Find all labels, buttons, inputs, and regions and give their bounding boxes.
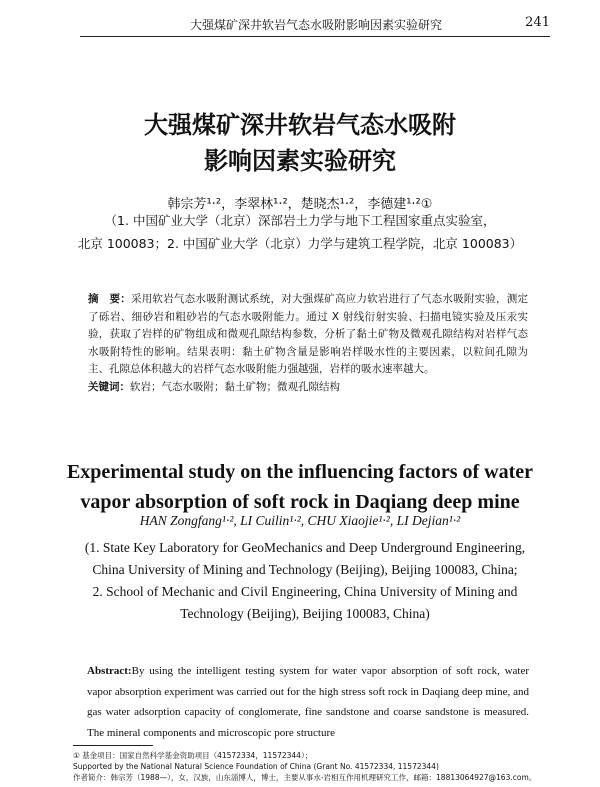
english-title-line-1: Experimental study on the influencing factors of water <box>66 461 534 483</box>
chinese-abstract <box>88 291 528 397</box>
english-affiliation-line-3: 2. School of Mechanic and Civil Engineering, China University of Mining and <box>92 584 518 599</box>
footnote-author-bio: 作者简介：韩宗芳（1988—），女，汉族，山东淄博人，博士，主要从事水-岩相互作用机理研究工作，邮箱：18813064927@163.com。 <box>73 773 537 782</box>
english-affiliations <box>50 537 560 625</box>
footnote-fund-english: Supported by the National Natural Science Foundation of China (Grant No. 41572334, 11572344) <box>73 762 439 771</box>
chinese-authors: 韩宗芳¹·²，李翠林¹·²，楚晓杰¹·²，李德建¹·²① <box>167 197 433 212</box>
english-authors: HAN Zongfang¹·², LI Cuilin¹·², CHU Xiaojie¹·², LI Dejian¹·² <box>139 513 461 528</box>
english-title-line-2: vapor absorption of soft rock in Daqiang deep mine <box>80 491 520 513</box>
footnote-divider <box>73 745 153 746</box>
chinese-affiliation-line-1: （1. 中国矿业大学（北京）深部岩土力学与地下工程国家重点实验室， <box>104 213 496 228</box>
footnotes <box>73 750 553 783</box>
chinese-keywords <box>88 379 528 397</box>
english-abstract-text: By using the intelligent testing system for water vapor absorption of soft rock, water vapor absorption experiment was carried out for the high stress soft rock in Daqiang deep mine, and gas water adsorption capacity of conglomerate, fine sandstone and coarse sandstone is measured. The mineral components and microscopic pore structure <box>87 665 529 739</box>
english-affiliation-line-1: (1. State Key Laboratory for GeoMechanics and Deep Underground Engineering, <box>84 540 526 555</box>
chinese-title-line-1: 大强煤矿深井软岩气态水吸附 <box>144 111 456 139</box>
running-title: 大强煤矿深井软岩气态水吸附影响因素实验研究 <box>190 18 443 32</box>
chinese-title-line-2: 影响因素实验研究 <box>204 147 396 175</box>
page-number: 241 <box>525 15 550 30</box>
chinese-abstract-text: 采用软岩气态水吸附测试系统，对大强煤矿高应力软岩进行了气态水吸附实验，测定了砾岩、细砂岩和粗砂岩的气态水吸附能力。通过 X 射线衍射实验、扫描电镜实验及压汞实验，获取了岩样的矿物组成和微观孔隙结构参数，分析了黏土矿物及微观孔隙结构对岩样气态水吸附特性的影响。结果表明：黏土矿物含量是影响岩样吸水性的主要因素，以粒间孔隙为主、孔隙总体积越大的岩样气态水吸附能力强越强，岩样的吸水速率越大。 <box>88 293 529 376</box>
chinese-affiliation-line-2: 北京 100083；2. 中国矿业大学（北京）力学与建筑工程学院，北京 100083） <box>77 236 523 251</box>
english-abstract <box>87 661 529 743</box>
chinese-keywords-label: 关键词： <box>88 380 130 393</box>
chinese-keywords-text: 软岩；气态水吸附；黏土矿物；微观孔隙结构 <box>130 380 340 393</box>
english-affiliation-line-4: Technology (Beijing), Beijing 100083, China) <box>180 606 430 621</box>
english-abstract-label: Abstract: <box>87 665 132 677</box>
running-header <box>80 14 550 37</box>
chinese-abstract-label: 摘 要： <box>88 293 131 305</box>
english-affiliation-line-2: China University of Mining and Technology (Beijing), Beijing 100083, China; <box>92 562 518 577</box>
footnote-fund-chinese: ① 基金项目：国家自然科学基金资助项目（41572334，11572344）； <box>73 751 313 760</box>
